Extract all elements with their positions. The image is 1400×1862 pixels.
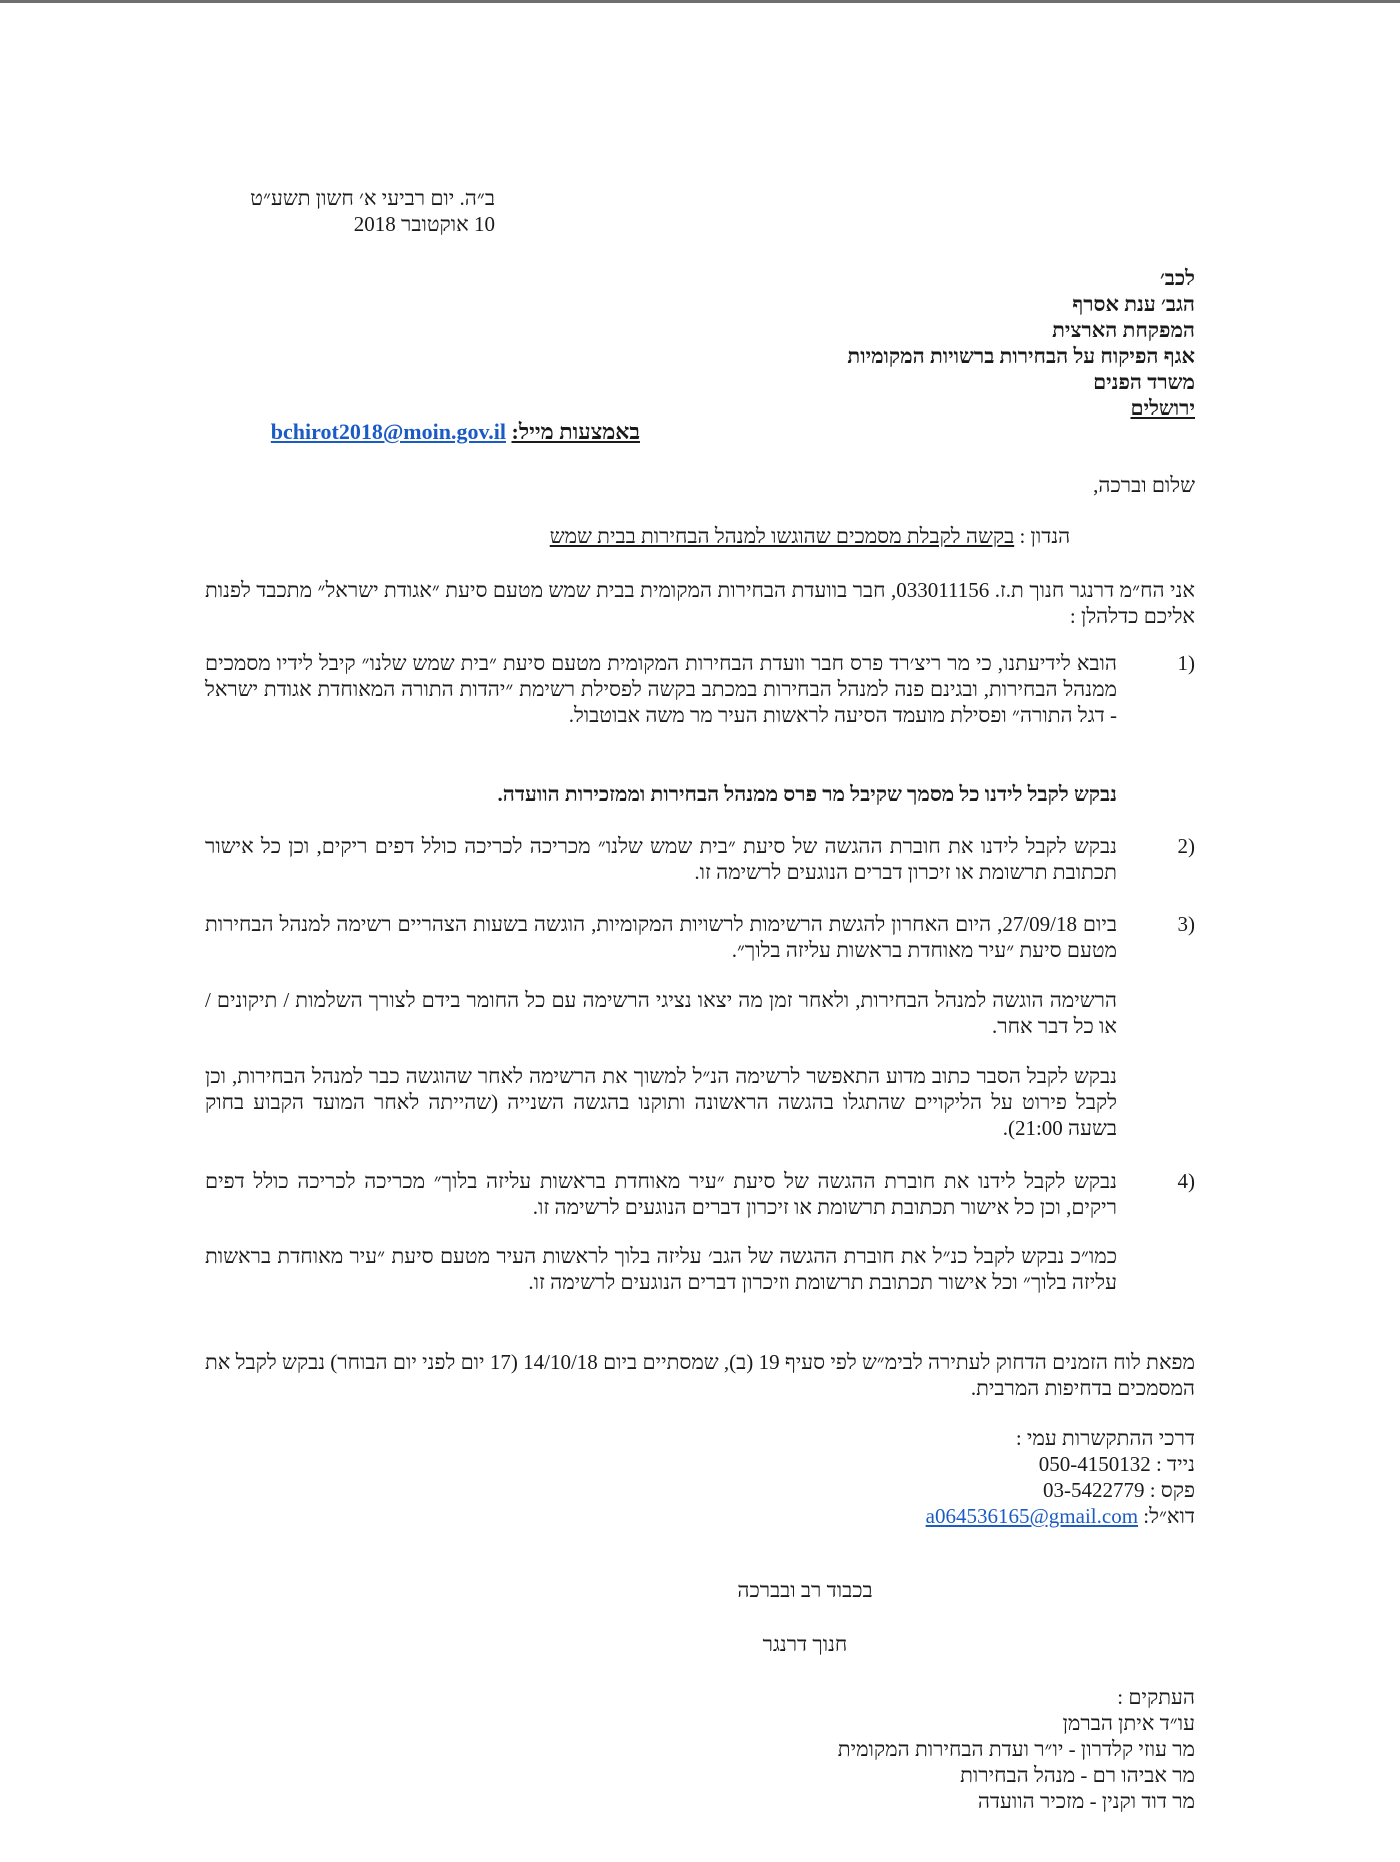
item-text: נבקש לקבל לידנו את חוברת ההגשה של סיעת ״בית שמש שלנו״ מכריכה לכריכה כולל דפים ריקים, וכן כל אישור תכתובת תרשומת או זיכרון דברים הנוגעים לרשימה זו. bbox=[205, 834, 1117, 884]
addressee-line: הגב׳ ענת אסרף bbox=[1072, 292, 1195, 316]
item-number: 3) bbox=[1177, 912, 1195, 936]
addressee-to-label: לכב׳ bbox=[1159, 266, 1195, 290]
addressee-line: המפקחת הארצית bbox=[1052, 318, 1195, 342]
date-block bbox=[205, 185, 1195, 237]
addressee-line: משרד הפנים bbox=[1093, 370, 1195, 394]
signature-name: חנוך דרנגר bbox=[762, 1632, 848, 1656]
mobile-number: 050-4150132 bbox=[1038, 1452, 1151, 1476]
copy-recipient: מר אביהו רם - מנהל הבחירות bbox=[960, 1763, 1195, 1787]
contact-email-link[interactable]: a064536165@gmail.com bbox=[925, 1504, 1139, 1528]
subject-line bbox=[205, 523, 1195, 549]
numbered-item-2 bbox=[205, 833, 1195, 885]
item-number: 1) bbox=[1177, 651, 1195, 675]
item-3-continuation bbox=[205, 987, 1195, 1039]
mobile-label: נייד : bbox=[1155, 1452, 1195, 1476]
fax-number: 03-5422779 bbox=[1042, 1478, 1145, 1502]
contact-block bbox=[205, 1425, 1195, 1529]
copy-recipient: עו״ד איתן הברמן bbox=[1062, 1711, 1195, 1735]
item-3-request bbox=[205, 1063, 1195, 1141]
item-text: הובא לידיעתנו, כי מר ריצ׳רד פרס חבר וועדת הבחירות המקומית מטעם סיעת ״בית שמש שלנו״ קיבל לידיו מסמכים ממנהל הבחירות, ובגינם פנה למנהל הבחירות במכתב בקשה לפסילת רשימת ״יהדות התורה המאוחדת אגודת ישראל - דגל התורה״ ופסילת מועמד הסיעה לראשות העיר מר משה אבוטבול. bbox=[205, 651, 1117, 727]
item-text: נבקש לקבל לידנו את חוברת ההגשה של סיעת ״עיר מאוחדת בראשות עליזה בלוך״ מכריכה לכריכה כולל דפים ריקים, וכן כל אישור תכתובת תרשומת או זיכרון דברים הנוגעים לרשימה זו. bbox=[205, 1169, 1117, 1219]
item-number: 2) bbox=[1177, 834, 1195, 858]
item-text: נבקש לקבל הסבר כתוב מדוע התאפשר לרשימה הנ״ל למשוך את הרשימה לאחר שהוגשה כבר למנהל הבחירות, וכן לקבל פירוט על הליקויים שהתגלו בהגשה הראשונה ותוקנו בהגשה השנייה (שהייתה לאחר המועד הקבוע בחוק בשעה 21:00). bbox=[205, 1064, 1117, 1140]
hebrew-date: ב״ה. יום רביעי א׳ חשון תשע״ט bbox=[250, 186, 495, 210]
copy-recipient: מר דוד וקנין - מזכיר הוועדה bbox=[977, 1789, 1195, 1813]
contact-email bbox=[205, 1503, 1195, 1529]
item-4-continuation bbox=[205, 1243, 1195, 1295]
numbered-item-1 bbox=[205, 650, 1195, 728]
signoff-text: בכבוד רב ובברכה bbox=[737, 1578, 873, 1602]
numbered-item-4 bbox=[205, 1168, 1195, 1220]
item-text: הרשימה הוגשה למנהל הבחירות, ולאחר זמן מה יצאו נציגי הרשימה עם כל החומר בידם לצורך השלמות / תיקונים / או כל דבר אחר. bbox=[205, 988, 1117, 1038]
closing-paragraph: מפאת לוח הזמנים הדחוק לעתירה לבימ״ש לפי סעיף 19 (ב), שמסתיים ביום 14/10/18 (17 יום לפני יום הבוחר) נבקש לקבל את המסמכים בדחיפות המרבית. bbox=[205, 1350, 1196, 1400]
via-email-label: באמצעות מייל: bbox=[511, 419, 640, 444]
item-number: 4) bbox=[1177, 1169, 1195, 1193]
gregorian-date: 10 אוקטובר 2018 bbox=[353, 212, 495, 236]
item-text: ביום 27/09/18, היום האחרון להגשת הרשימות לרשויות המקומיות, הוגשה בשעות הצהריים רשימה למנהל הבחירות מטעם סיעת ״עיר מאוחדת בראשות עליזה בלוך״. bbox=[205, 912, 1117, 962]
contact-heading: דרכי ההתקשרות עמי : bbox=[1015, 1426, 1195, 1450]
addressee-block bbox=[205, 265, 1195, 421]
via-email-link[interactable]: bchirot2018@moin.gov.il bbox=[270, 419, 506, 444]
greeting-text: שלום וברכה, bbox=[1093, 473, 1195, 497]
item-text: נבקש לקבל לידנו כל מסמך שקיבל מר פרס ממנהל הבחירות וממזכירות הוועדה. bbox=[497, 782, 1117, 806]
numbered-item-3 bbox=[205, 911, 1195, 963]
copies-block bbox=[205, 1684, 1195, 1814]
signature bbox=[205, 1631, 1195, 1657]
contact-mobile bbox=[205, 1451, 1195, 1477]
email-label: דוא״ל: bbox=[1143, 1504, 1195, 1528]
subject-label: הנדון : bbox=[1019, 524, 1071, 548]
via-email-line bbox=[205, 419, 1195, 445]
subject-text: בקשה לקבלת מסמכים שהוגשו למנהל הבחירות בבית שמש bbox=[549, 524, 1015, 548]
signoff bbox=[205, 1577, 1195, 1603]
copies-heading: העתקים : bbox=[1117, 1685, 1195, 1709]
addressee-city: ירושלים bbox=[1130, 396, 1195, 420]
greeting bbox=[205, 472, 1195, 498]
bold-request bbox=[205, 781, 1195, 807]
addressee-line: אגף הפיקוח על הבחירות ברשויות המקומיות bbox=[847, 344, 1195, 368]
intro-paragraph: אני הח״מ דרנגר חנוך ת.ז. 033011156, חבר בוועדת הבחירות המקומית בבית שמש מטעם סיעת ״אגודת ישראל״ מתכבד לפנות אליכם כדלהלן : bbox=[205, 578, 1195, 628]
fax-label: פקס : bbox=[1149, 1478, 1195, 1502]
contact-fax bbox=[205, 1477, 1195, 1503]
item-text: כמו״כ נבקש לקבל כנ״ל את חוברת ההגשה של הגב׳ עליזה בלוך לראשות העיר מטעם סיעת ״עיר מאוחדת בראשות עליזה בלוך״ וכל אישור תכתובת תרשומת וזיכרון דברים הנוגעים לרשימה זו. bbox=[205, 1244, 1117, 1294]
copy-recipient: מר עוזי קלדרון - יו״ר ועדת הבחירות המקומית bbox=[837, 1737, 1195, 1761]
